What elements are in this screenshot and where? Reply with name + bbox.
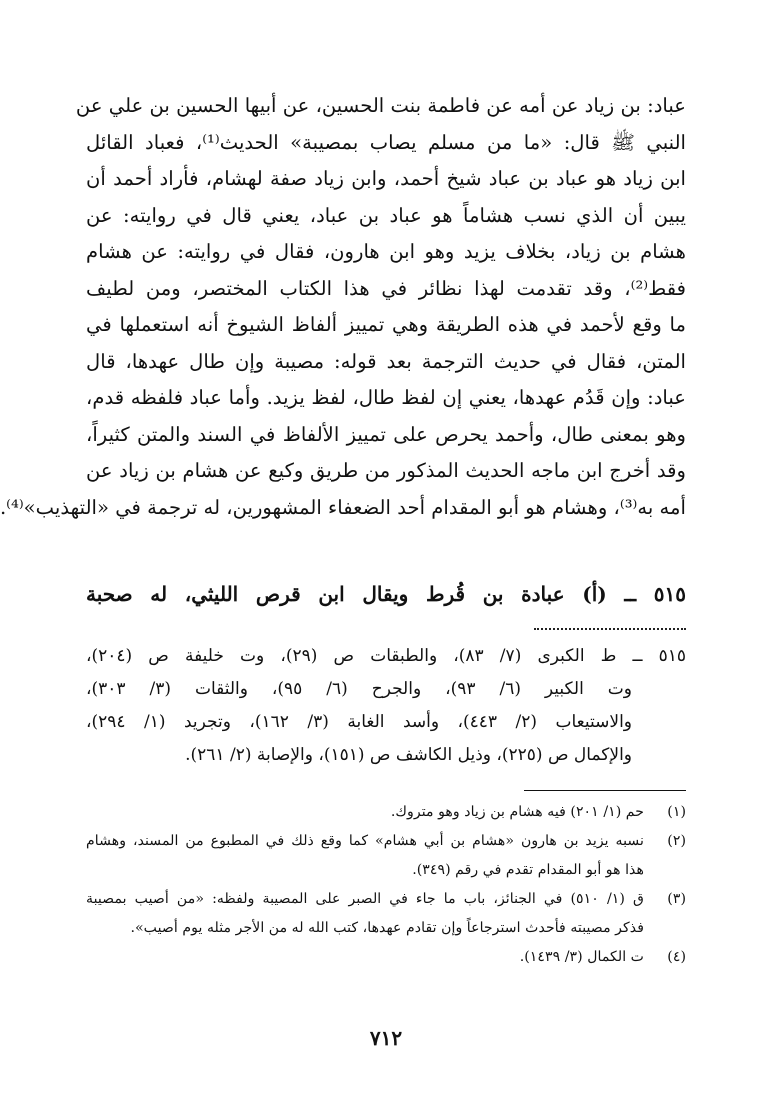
sources-line: وت الكبير (٦/ ٩٣)، والجرح (٦/ ٩٥)، والثقات (٣/ ٣٠٣)، xyxy=(86,679,633,699)
main-text-line: ما وقع لأحمد في هذه الطريقة وهي تمييز ألفاظ الشيوخ أنه استعملها في xyxy=(86,313,686,336)
footnote-number: (١) xyxy=(667,804,686,820)
footnote-number: (٣) xyxy=(667,891,686,907)
main-text-line: يبين أن الذي نسب هشاماً هو عباد بن عباد، يعني قال في روايته: عن xyxy=(86,203,686,227)
entry-heading: ٥١٥ ــ (أ) عبادة بن قُرط ويقال ابن قرص الليثي، له صحبة xyxy=(86,582,686,606)
main-text-line: عباد: بن زياد عن أمه عن فاطمة بنت الحسين، عن أبيها الحسين بن علي عن xyxy=(75,94,686,117)
footnote-line: حم (١/ ٢٠١) فيه هشام بن زياد وهو متروك. xyxy=(390,804,644,820)
main-text-line: فقط⁽²⁾، وقد تقدمت لهذا نظائر في هذا الكتاب المختصر، ومن لطيف xyxy=(86,276,686,300)
sources-line: والإكمال ص (٢٢٥)، وذيل الكاشف ص (١٥١)، والإصابة (٢/ ٢٦١). xyxy=(185,745,632,765)
footnote-line: ت الكمال (٣/ ١٤٣٩). xyxy=(519,949,644,965)
footnote xyxy=(86,827,686,885)
footnote-text xyxy=(86,827,644,885)
footnote xyxy=(86,943,686,972)
entry-sources xyxy=(86,640,686,772)
main-text-line: أمه به⁽³⁾، وهشام هو أبو المقدام أحد الضعفاء المشهورين، له ترجمة في «التهذيب»⁽⁴⁾. xyxy=(0,495,686,519)
footnote-line: هذا هو أبو المقدام تقدم في رقم (٣٤٩). xyxy=(412,862,644,878)
footnote-number: (٤) xyxy=(667,949,686,965)
footnote xyxy=(86,885,686,943)
main-text-line: المتن، فقال في حديث الترجمة بعد قوله: مصيبة وإن طال عهدها، قال xyxy=(86,349,686,373)
main-text-line: النبي ﷺ قال: «ما من مسلم يصاب بمصيبة» الحديث⁽¹⁾، فعباد القائل xyxy=(86,130,686,154)
footnote-number: (٢) xyxy=(667,833,686,849)
sources-line: ٥١٥ ــ ط الكبرى (٧/ ٨٣)، والطبقات ص (٢٩)، وت خليفة ص (٢٠٤)، xyxy=(86,646,686,666)
main-text-line: وقد أخرج ابن ماجه الحديث المذكور من طريق وكيع عن هشام بن زياد عن xyxy=(86,459,686,482)
footnote-line: نسبه يزيد بن هارون «هشام بن أبي هشام» كما وقع ذلك في المطبوع من المسند، وهشام xyxy=(86,833,644,849)
main-text-block xyxy=(0,88,686,526)
footnote-text xyxy=(86,798,644,827)
main-text-line: عباد: وإن قَدُم عهدها، يعني إن لفظ طال، لفظ يزيد. وأما عباد فلفظه قدم، xyxy=(86,386,686,409)
main-text-line: وهو بمعنى طال، وأحمد يحرص على تمييز الألفاظ في السند والمتن كثيراً، xyxy=(86,422,686,446)
footnote-line: فذكر مصيبته فأحدث استرجاعاً وإن تقادم عهدها، كتب الله له من الأجر مثله يوم أصيب». xyxy=(130,920,644,936)
main-text-line: هشام بن زياد، بخلاف يزيد وهو ابن هارون، فقال في روايته: عن هشام xyxy=(86,240,686,263)
footnote-line: ق (١/ ٥١٠) في الجنائز، باب ما جاء في الصبر على المصيبة ولفظه: «من أصيب بمصيبة xyxy=(86,891,644,907)
sources-line: والاستيعاب (٢/ ٤٤٣)، وأسد الغابة (٣/ ١٦٢)، وتجريد (١/ ٢٩٤)، xyxy=(86,712,633,732)
page-number: ٧١٢ xyxy=(369,1026,403,1050)
footnote-rule xyxy=(524,790,686,791)
footnote-text xyxy=(86,943,644,972)
footnote xyxy=(86,798,686,827)
dotted-separator xyxy=(534,628,686,630)
footnote-text xyxy=(86,885,644,943)
footnotes xyxy=(86,798,686,972)
main-text-line: ابن زياد هو عباد بن عباد شيخ أحمد، وابن زياد صفة لهشام، فأراد أحمد أن xyxy=(86,167,686,190)
